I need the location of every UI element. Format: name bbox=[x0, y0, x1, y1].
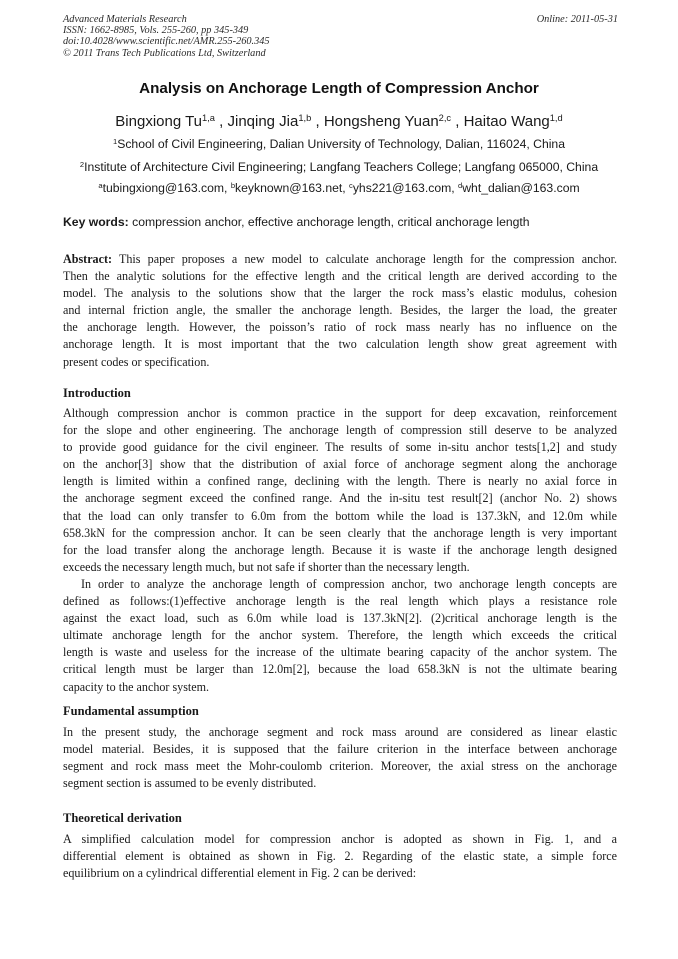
email-sup: d bbox=[458, 180, 463, 190]
abstract-line: anchorage length. It is most important that the two calculation length show great agreement with bbox=[63, 337, 617, 352]
text-line: model material. Besides, it is supposed that the failure criterion in the interface between anchorage bbox=[63, 742, 617, 757]
journal-header bbox=[63, 14, 618, 59]
fundamental-paragraph bbox=[63, 724, 617, 792]
text-line: In the present study, the anchorage segment and rock mass around are considered as linear elastic bbox=[63, 725, 617, 739]
email-link[interactable]: tubingxiong@163.com, bbox=[102, 181, 228, 195]
abstract-label: Abstract: bbox=[63, 252, 113, 266]
abstract bbox=[63, 251, 617, 371]
author-sup: 2,c bbox=[438, 112, 452, 123]
author-sup: 1,b bbox=[298, 112, 312, 123]
keywords-label: Key words: bbox=[63, 215, 129, 229]
section-heading-theoretical-derivation: Theoretical derivation bbox=[63, 811, 182, 825]
text-line: segment and rock mass meet the Mohr-coulomb criterion. Moreover, the axial stress on the anchorage bbox=[63, 759, 617, 774]
affiliation-text: School of Civil Engineering, Dalian University of Technology, Dalian, 116024, China bbox=[117, 137, 565, 151]
abstract-line-text: This paper proposes a new model to calculate anchorage length for the compression anchor. bbox=[119, 252, 617, 266]
email-sup: a bbox=[98, 180, 103, 190]
text-line: defined as follows:(1)effective anchorage length is the real length which plays a resistance role bbox=[63, 594, 617, 609]
text-line: segment section is assumed to be evenly distributed. bbox=[63, 776, 317, 791]
theoretical-paragraph bbox=[63, 831, 617, 882]
section-heading-fundamental-assumption: Fundamental assumption bbox=[63, 704, 199, 718]
text-line: equilibrium on a cylindrical differential element in Fig. 2 can be derived: bbox=[63, 866, 417, 881]
text-line: Although compression anchor is common practice in the support for deep excavation, reinforcement bbox=[63, 406, 617, 420]
author-name: Jinqing Jia bbox=[227, 113, 299, 130]
copyright-line: © 2011 Trans Tech Publications Ltd, Switzerland bbox=[63, 47, 266, 59]
online-date: Online: 2011-05-31 bbox=[536, 14, 618, 25]
keywords bbox=[63, 215, 618, 229]
affiliation-sup: 1 bbox=[112, 136, 118, 146]
text-line: ultimate anchorage length for the anchor system. Therefore, the length which exceeds the critical bbox=[63, 628, 617, 643]
text-line: for the slope and other engineering. The anchorage length of compression still deserve to be analyzed bbox=[63, 423, 617, 438]
email-list bbox=[0, 181, 678, 195]
author-name: Haitao Wang bbox=[463, 113, 550, 130]
text-line: A simplified calculation model for compression anchor is adopted as shown in Fig. 1, and a bbox=[63, 832, 617, 846]
text-line: on the anchor[3] show that the distribution of axial force of anchorage segment along the anchorage bbox=[63, 457, 617, 472]
author-sup: 1,d bbox=[549, 112, 563, 123]
text-line: against the exact load, such as 6.0m while load is 137.3kN[2]. (2)critical anchorage length is the bbox=[63, 611, 617, 626]
text-line: that the load can only transfer to 6.0m from the bottom while the load is 137.3kN, and 12.0m while bbox=[63, 508, 617, 523]
abstract-line: model. The analysis to the solutions show that the larger the rock mass’s elastic modulus, cohesion bbox=[63, 286, 617, 301]
text-line: 658.3kN for the compression anchor. It can be seen clearly that the anchorage length is very important bbox=[63, 525, 617, 540]
text-line: differential element is obtained as shown in Fig. 2. Regarding of the elastic state, a simple force bbox=[63, 849, 617, 864]
keywords-text: compression anchor, effective anchorage length, critical anchorage length bbox=[132, 215, 530, 229]
abstract-line: and internal friction angle, the smaller the anchorage length. Besides, the larger the load, the greater bbox=[63, 303, 617, 318]
paper-title: Analysis on Anchorage Length of Compression Anchor bbox=[139, 80, 539, 97]
issn-line: ISSN: 1662-8985, Vols. 255-260, pp 345-349 bbox=[63, 25, 249, 37]
text-line: length is limited within a confined range, declining with the length. There is nearly no axial force in bbox=[63, 474, 617, 489]
abstract-line: Then the analytic solutions for the effective length and the critical length are derived according to the bbox=[63, 269, 617, 284]
section-heading-introduction: Introduction bbox=[63, 386, 131, 400]
text-line: the anchorage segment exceed the confined range. And the in-situ test result[2] (anchor No. 2) shows bbox=[63, 491, 617, 506]
text-line: critical length must be larger than 12.0m[2], because the load 658.3kN is not the ultimate bearing bbox=[63, 662, 617, 677]
affiliation bbox=[0, 137, 678, 151]
abstract-line: the anchorage length. However, the poisson’s ratio of rock mass nearly has no influence on the bbox=[63, 320, 617, 335]
author-list: Bingxiong Tu$^{1,a}$ , Jinqing Jia$^{1,b}$ , Hongsheng Yuan$^{2,c}$ , Haitao Wang$^{1,d}$ bbox=[115, 112, 563, 130]
author-name: Bingxiong Tu bbox=[115, 113, 203, 130]
email-link[interactable]: yhs221@163.com, bbox=[352, 181, 455, 195]
text-line: In order to analyze the anchorage length of compression anchor, two anchorage length concepts are bbox=[81, 577, 617, 591]
text-line: capacity to the anchor system. bbox=[63, 679, 210, 694]
abstract-line: present codes or specification. bbox=[63, 354, 210, 369]
affiliation bbox=[0, 160, 678, 174]
journal-name: Advanced Materials Research bbox=[63, 14, 187, 25]
text-line: exceeds the necessary length much, but not safe if shorter than the necessary length. bbox=[63, 559, 470, 574]
doi-line: doi:10.4028/www.scientific.net/AMR.255-260.345 bbox=[63, 36, 270, 48]
email-link[interactable]: wht_dalian@163.com bbox=[462, 181, 580, 195]
email-sup: b bbox=[230, 180, 236, 190]
email-link[interactable]: keyknown@163.net, bbox=[235, 181, 346, 195]
introduction-paragraph-1 bbox=[63, 405, 617, 576]
text-line: to provide good guidance for the civil engineer. The results of some in-situ anchor tests[1,2] and study bbox=[63, 440, 617, 455]
email-sup: c bbox=[349, 180, 353, 190]
affiliation-text: Institute of Architecture Civil Engineering; Langfang Teachers College; Langfang 065000, China bbox=[84, 160, 599, 174]
affiliation-sup: 2 bbox=[79, 159, 85, 169]
text-line: length is waste and useless for the increase of the ultimate bearing capacity of the anchor system. The bbox=[63, 645, 617, 660]
text-line: for the load transfer along the anchorage length. Because it is waste if the anchorage length designed bbox=[63, 542, 617, 557]
abstract-line bbox=[63, 251, 617, 268]
author-name: Hongsheng Yuan bbox=[323, 113, 439, 130]
author-sup: 1,a bbox=[202, 112, 215, 123]
introduction-paragraph-2 bbox=[63, 576, 617, 696]
